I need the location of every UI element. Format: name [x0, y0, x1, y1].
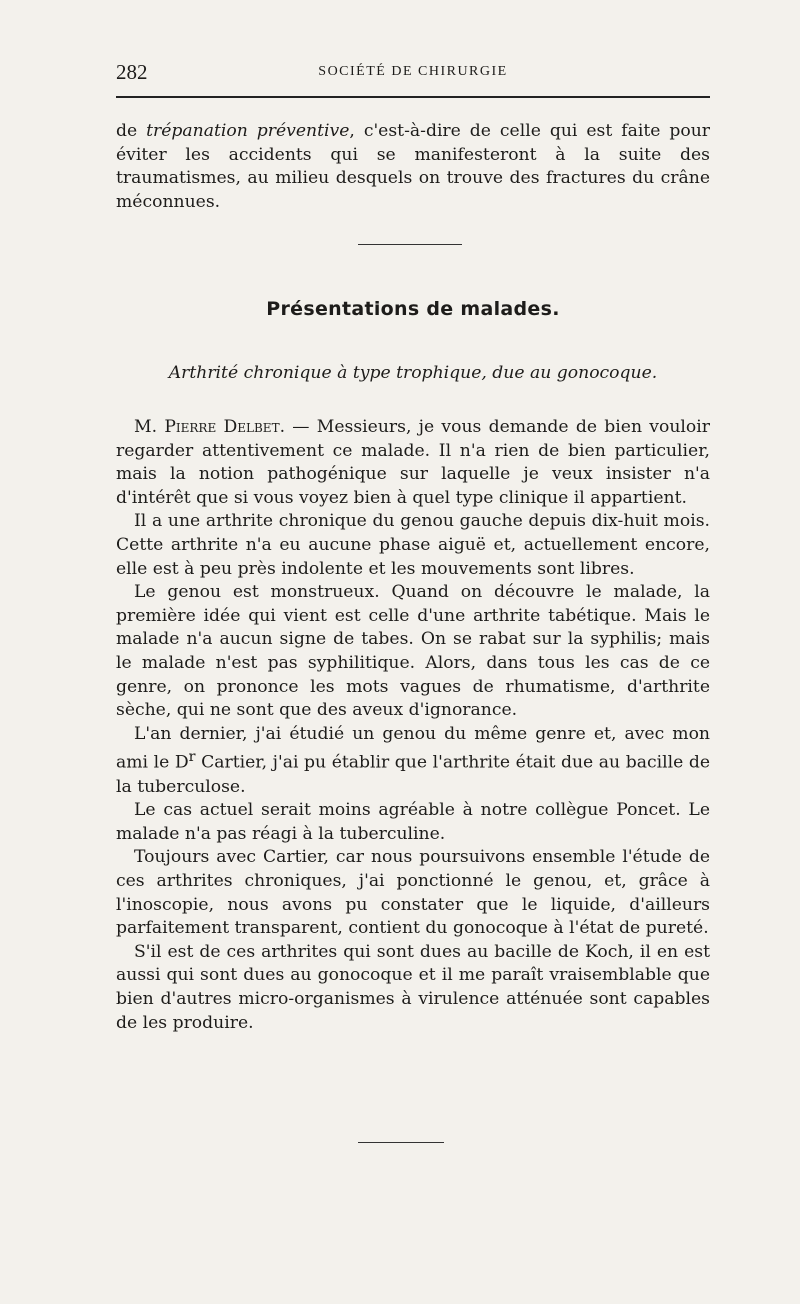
- body-paragraph: Toujours avec Cartier, car nous poursuivons ensemble l'étude de ces arthrites chroniques, j'ai ponctionné le genou, et, grâce à l'inoscopie, nous avons pu constater que le liquide, d'ailleurs parfaitement transparent, contient du gonocoque à l'état de pureté.: [116, 847, 710, 939]
- speaker-title: M.: [134, 417, 165, 437]
- body-paragraph: Il a une arthrite chronique du genou gauche depuis dix-huit mois. Cette arthrite n'a eu aucune phase aiguë et, actuellement encore, elle est à peu près indolente et les mouvements sont libres.: [116, 511, 710, 579]
- running-head: [116, 58, 710, 88]
- intro-lead: de: [116, 121, 147, 141]
- section-heading: Présentations de malades.: [266, 298, 560, 320]
- cartier-after: Cartier, j'ai pu établir que l'arthrite était due au bacille de la tuberculose.: [116, 753, 710, 797]
- section-subtitle: Arthrité chronique à type trophique, due au gonocoque.: [168, 363, 658, 383]
- intro-rest: , c'est-à-dire de celle qui est faite pour éviter les accidents qui se manifesteront à la suite des traumatismes, au milieu desquels on trouve des fractures du crâne méconnues.: [116, 121, 710, 212]
- speaker-name: Pierre Delbet: [164, 417, 280, 437]
- speech-opening-paragraph: [116, 416, 710, 510]
- speech-opening: . — Messieurs, je vous demande de bien vouloir regarder attentivement ce malade. Il n'a rien de bien particulier, mais la notion pathogénique sur laquelle je veux insister n'a d'intérêt que si vous voyez bien à quel type clinique il appartient.: [116, 417, 710, 508]
- body-paragraph: S'il est de ces arthrites qui sont dues au bacille de Koch, il en est aussi qui sont dues au gonocoque et il me paraît vraisemblable que bien d'autres micro-organismes à virulence atténuée sont capables de les produire.: [116, 941, 710, 1033]
- cartier-paragraph: [116, 723, 710, 800]
- section-divider: [358, 244, 462, 245]
- intro-paragraph: [116, 120, 710, 214]
- doctor-superscript: r: [188, 749, 196, 766]
- journal-title: SOCIÉTÉ DE CHIRURGIE: [318, 64, 508, 79]
- cartier-before: L'an dernier, j'ai étudié un genou du même genre et, avec mon ami le D: [116, 723, 710, 774]
- header-rule: [116, 96, 710, 98]
- body-paragraph: Le genou est monstrueux. Quand on découvre le malade, la première idée qui vient est celle d'une arthrite tabétique. Mais le malade n'a aucun signe de tabes. On se rabat sur la syphilis; mais le malade n'est pas syphilitique. Alors, dans tous les cas de ce genre, on prononce les mots vagues de rhumatisme, d'arthrite sèche, qui ne sont que des aveux d'ignorance.: [116, 582, 710, 721]
- end-divider: [358, 1142, 444, 1143]
- body-paragraph: Le cas actuel serait moins agréable à notre collègue Poncet. Le malade n'a pas réagi à la tuberculine.: [116, 800, 710, 844]
- intro-italic-term: trépanation préventive: [146, 121, 350, 141]
- page-number: 282: [116, 60, 148, 84]
- body-text: [116, 416, 710, 1035]
